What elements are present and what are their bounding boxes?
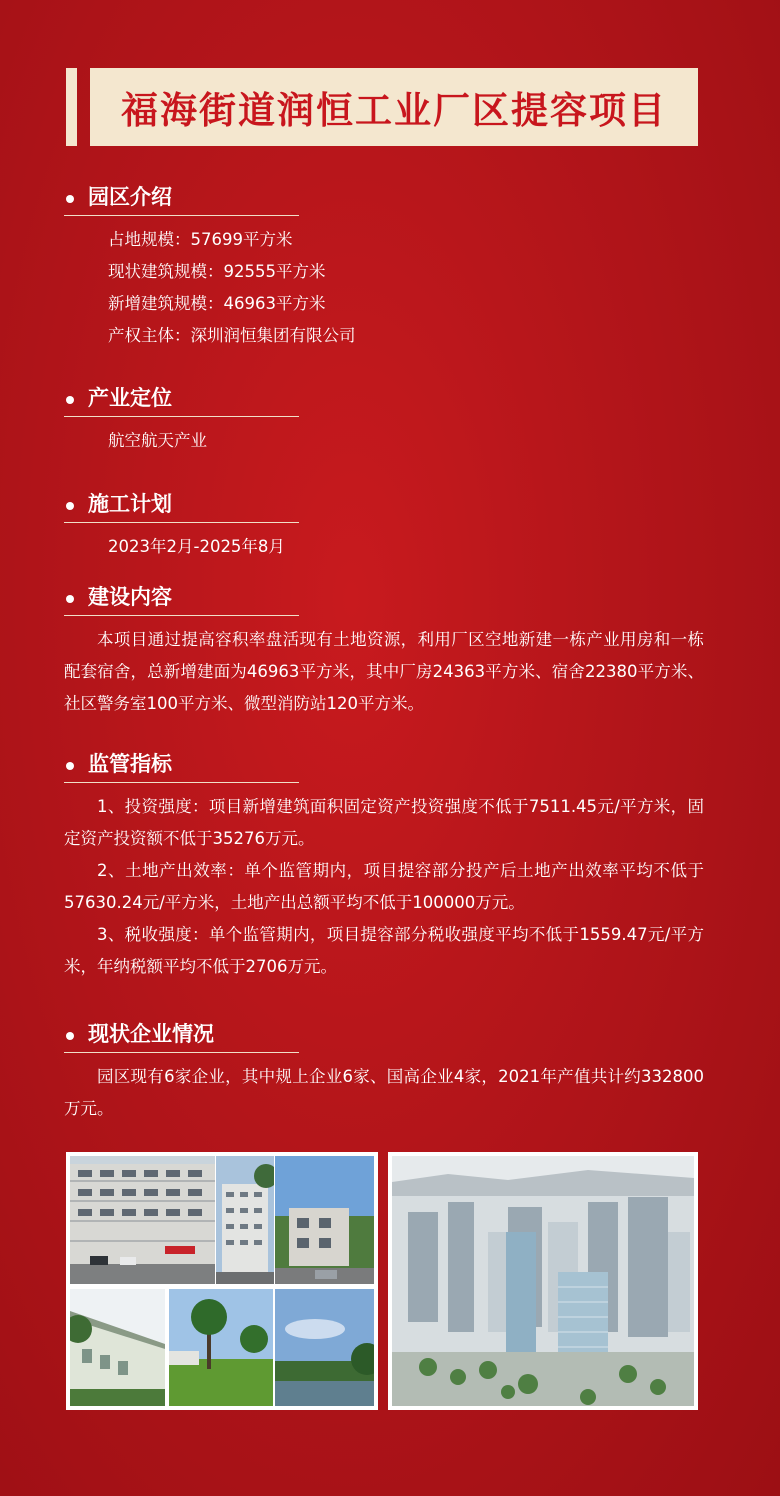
section-title: 产业定位 <box>88 386 172 410</box>
bullet-icon <box>66 595 74 603</box>
section-plan <box>64 490 704 563</box>
title-accent-bar <box>66 68 77 146</box>
section-title: 监管指标 <box>88 752 172 776</box>
section-heading <box>64 1020 299 1053</box>
section-title: 施工计划 <box>88 492 172 516</box>
section-heading <box>64 750 299 783</box>
supervision-item-investment: 1、投资强度：项目新增建筑面积固定资产投资强度不低于7511.45元/平方米，固定资产投资额不低于35276万元。 <box>64 797 704 848</box>
factory-building-photo <box>70 1156 215 1284</box>
construction-text: 本项目通过提高容积率盘活现有土地资源，利用厂区空地新建一栋产业用房和一栋配套宿舍，总新增建面为46963平方米，其中厂房24363平方米、宿舍22380平方米、社区警务室100平方米、微型消防站120平方米。 <box>64 630 704 713</box>
section-heading <box>64 384 299 417</box>
intro-line-area: 占地规模：57699平方米 <box>108 230 293 249</box>
supervision-paragraph <box>64 791 704 983</box>
bullet-icon <box>66 195 74 203</box>
status-text: 园区现有6家企业，其中规上企业6家、国高企业4家，2021年产值共计约332800万元。 <box>64 1067 704 1118</box>
dorm-building-photo <box>216 1156 274 1284</box>
photo-area <box>66 1152 698 1410</box>
intro-line-new: 新增建筑规模：46963平方米 <box>108 294 326 313</box>
office-building-photo <box>275 1156 374 1284</box>
section-title: 现状企业情况 <box>88 1022 214 1046</box>
page-title: 福海街道润恒工业厂区提容项目 <box>121 89 667 132</box>
construction-paragraph <box>64 624 704 720</box>
title-box <box>90 68 698 146</box>
title-banner <box>66 68 698 146</box>
industry-text: 航空航天产业 <box>108 431 207 450</box>
section-status <box>64 1020 704 1125</box>
bullet-icon <box>66 762 74 770</box>
section-heading <box>64 490 299 523</box>
section-industry <box>64 384 704 457</box>
intro-line-owner: 产权主体：深圳润恒集团有限公司 <box>108 326 356 345</box>
section-title: 建设内容 <box>88 585 172 609</box>
status-paragraph <box>64 1061 704 1125</box>
site-photo-collage <box>66 1152 378 1410</box>
supervision-item-tax: 3、税收强度：单个监管期内，项目提容部分税收强度平均不低于1559.47元/平方米，年纳税额平均不低于2706万元。 <box>64 925 704 976</box>
section-heading <box>64 583 299 616</box>
pond-photo <box>275 1289 374 1406</box>
project-rendering-photo <box>388 1152 698 1410</box>
lawn-trees-photo <box>169 1289 273 1406</box>
section-heading <box>64 183 299 216</box>
plan-text: 2023年2月-2025年8月 <box>108 537 285 556</box>
section-construction <box>64 583 704 720</box>
plan-lines <box>108 531 704 563</box>
intro-line-existing: 现状建筑规模：92555平方米 <box>108 262 326 281</box>
bullet-icon <box>66 396 74 404</box>
bullet-icon <box>66 502 74 510</box>
section-title: 园区介绍 <box>88 185 172 209</box>
warehouse-photo <box>70 1289 165 1406</box>
section-supervision <box>64 750 704 983</box>
industry-lines <box>108 425 704 457</box>
bullet-icon <box>66 1032 74 1040</box>
intro-lines <box>108 224 704 352</box>
section-intro <box>64 183 704 352</box>
supervision-item-land-output: 2、土地产出效率：单个监管期内，项目提容部分投产后土地产出效率平均不低于57630.24元/平方米，土地产出总额平均不低于100000万元。 <box>64 861 704 912</box>
